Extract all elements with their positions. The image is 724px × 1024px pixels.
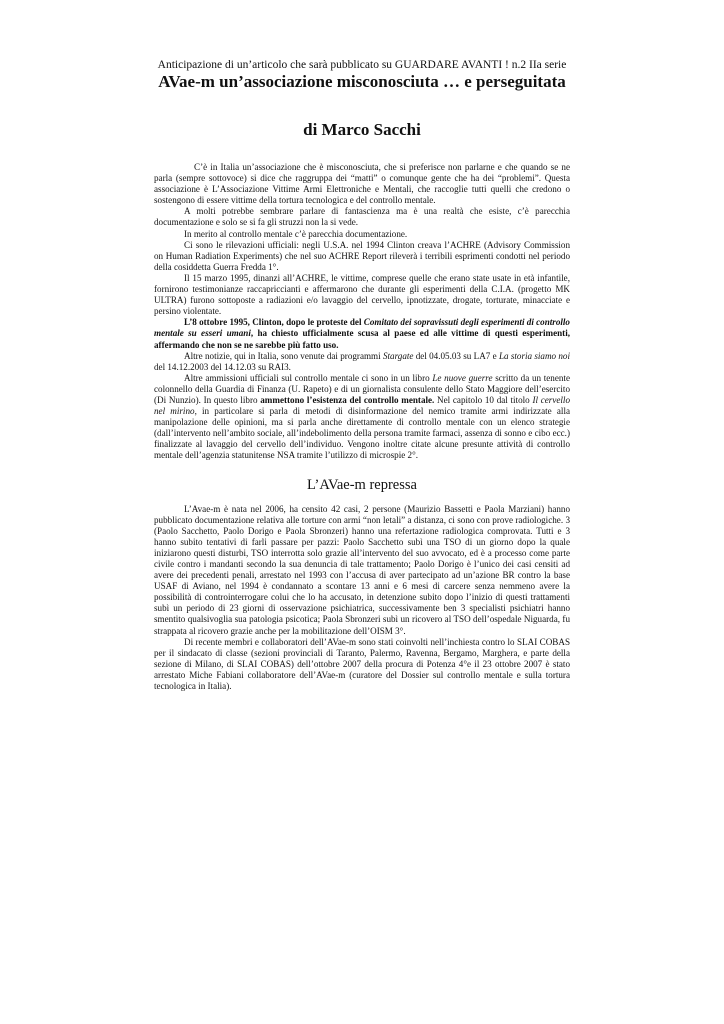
- paragraph: Ci sono le rilevazioni ufficiali: negli U.S.A. nel 1994 Clinton creava l’ACHRE (Advisory Commission on Human Radiation Experiments) che nel suo ACHRE Report rileverà i terribili esprimenti condotti nel periodo della cosiddetta Guerra Fredda 1°.: [154, 239, 570, 272]
- section-heading: L’AVae-m repressa: [307, 476, 417, 493]
- paragraph: L’Avae-m è nata nel 2006, ha censito 42 casi, 2 persone (Maurizio Bassetti e Paola Marziani) hanno pubblicato documentazione relativa alle torture con armi “non letali” a distanza, ci sono con prove radiologiche. 3 (Paolo Sacchetto, Paolo Dorigo e Paola Sbronzeri) hanno una refertazione radiologica comprovata. Tutti e 3 hanno subito tentativi di farli passare per pazzi: Paolo Sacchetto subì una TSO di un giorno dopo la quale iniziarono questi disturbi, TSO interrotta solo grazie all’intervento del suo avvocato, ed è a processo come parte civile contro i mandanti secondo la sua denuncia di tale trattamento; Paolo Dorigo è l’unico dei casi censiti ad avere dei precedenti penali, arrestato nel 1993 con l’accusa di aver partecipato ad un’azione BR contro la base USAF di Aviano, nel 1994 è condannato a scontare 13 anni e 6 mesi di carcere senza nemmeno avere la possibilità di controinterrogare colui che lo ha accusato, in detenzione subito dopo l’inizio di questi trattamenti subì un periodo di 23 giorni di osservazione psichiatrica, successivamente ben 3 specialisti psichiatri hanno smentito qualsivoglia sua patologia psicotica; Paola Sbronzeri subì un ricovero al TSO dell’ospedale Niguarda, fu strappata al ricovero grazie anche per la mobilitazione dell’OISM 3°.: [154, 503, 570, 636]
- italic-text: La storia siamo noi: [498, 350, 570, 361]
- italic-text: Il cervello nel mirino: [154, 394, 570, 417]
- article-body: [154, 162, 570, 692]
- bold-italic-text: Comitato dei sopravissuti degli esperimenti di controllo mentale su esseri umani: [154, 317, 570, 339]
- text-span: Altre notizie, qui in Italia, sono venute dai programmi: [184, 350, 383, 361]
- document-page: [154, 58, 570, 692]
- paragraph: In merito al controllo mentale c’è parecchia documentazione.: [184, 228, 408, 239]
- text-span: Nel capitolo 10 dal titolo: [434, 394, 533, 405]
- bold-text: L’8 ottobre 1995, Clinton, dopo le proteste del: [184, 317, 364, 328]
- paragraph: Di recente membri e collaboratori dell’AVae-m sono stati coinvolti nell’inchiesta contro lo SLAI COBAS per il sindacato di classe (sezioni provinciali di Taranto, Palermo, Ravenna, Bergamo, Marghera, e parte della sezione di Milano, di SLAI COBAS) dell’ottobre 2007 della procura di Potenza 4°e il 23 ottobre 2007 è stato arrestato Miche Fabiani collaboratore dell’AVae-m (curatore del Dossier sul controllo mentale e sulla tortura tecnologica in Italia).: [154, 636, 570, 692]
- bold-text: , ha chiesto ufficialmente scusa al paese ed alle vittime di questi esperimenti, affermando che non se ne sarebbe più fatto uso.: [154, 328, 570, 350]
- text-span: scritto da un tenente colonnello della Guardia di Finanza (U. Rapeto) e di un giornalista consulente dello Stato Maggiore dell’esercito (Di Nunzio). In questo libro: [154, 372, 570, 405]
- paragraph: C’è in Italia un’associazione che è misconosciuta, che si preferisce non parlarne e che quando se ne parla (sempre sottovoce) si dice che raggruppa dei “matti” o comunque gente che ha dei “problemi”. Questa associazione è L’Associazione Vittime Armi Elettroniche e Mentali, che raccoglie tutti quelli che credono o sostengono di essere vittime della tortura tecnologica e del controllo mentale.: [154, 162, 570, 206]
- paragraph: [154, 317, 570, 350]
- article-title: AVae-m un’associazione misconosciuta … e perseguitata: [158, 72, 566, 91]
- text-span: Altre ammissioni ufficiali sul controllo mentale ci sono in un libro: [184, 372, 433, 383]
- italic-text: Stargate: [382, 350, 414, 361]
- article-kicker: Anticipazione di un’articolo che sarà pubblicato su GUARDARE AVANTI ! n.2 IIa serie: [157, 59, 567, 71]
- bold-text: ammettono l’esistenza del controllo mentale.: [260, 394, 435, 405]
- italic-text: Le nuove guerre: [432, 372, 493, 383]
- paragraph: [154, 351, 570, 373]
- text-span: del 04.05.03 su LA7 e: [413, 350, 499, 361]
- paragraph: [154, 373, 570, 462]
- paragraph: A molti potrebbe sembrare parlare di fantascienza ma è una realtà che esiste, c’è parecchia documentazione e solo se si fa gli struzzi non la si vede.: [154, 206, 570, 228]
- paragraph: Il 15 marzo 1995, dinanzi all’ACHRE, le vittime, comprese quelle che erano state usate in età infantile, fornirono testimonianze raccapriccianti e affermarono che durante gli esperimenti della C.I.A. (progetto MK ULTRA) furono sottoposte a radiazioni e/o lavaggio del cervello, ipnotizzate, drogate, torturate, minacciate e persino violentate.: [154, 272, 570, 317]
- article-byline: di Marco Sacchi: [303, 120, 421, 139]
- text-span: del 14.12.2003 del 14.12.03 su RAI3.: [154, 361, 291, 372]
- text-span: , in particolare si parla di metodi di disinformazione del nemico tramite armi indirizzate alla manipolazione delle opinioni, ma si parla anche direttamente di controllo mentale con un elenco strategie (dall’intervento nell’ambito sociale, all’indebolimento della persona tramite farmaci, assenza di sonno e cibo ecc.) finalizzate al lavaggio del cervello dell’individuo. Vengono inoltre citate alcune presunte attività di controllo mentale dell’agenzia statunitense NSA tramite l’utilizzo di microspie 2°.: [154, 406, 571, 461]
